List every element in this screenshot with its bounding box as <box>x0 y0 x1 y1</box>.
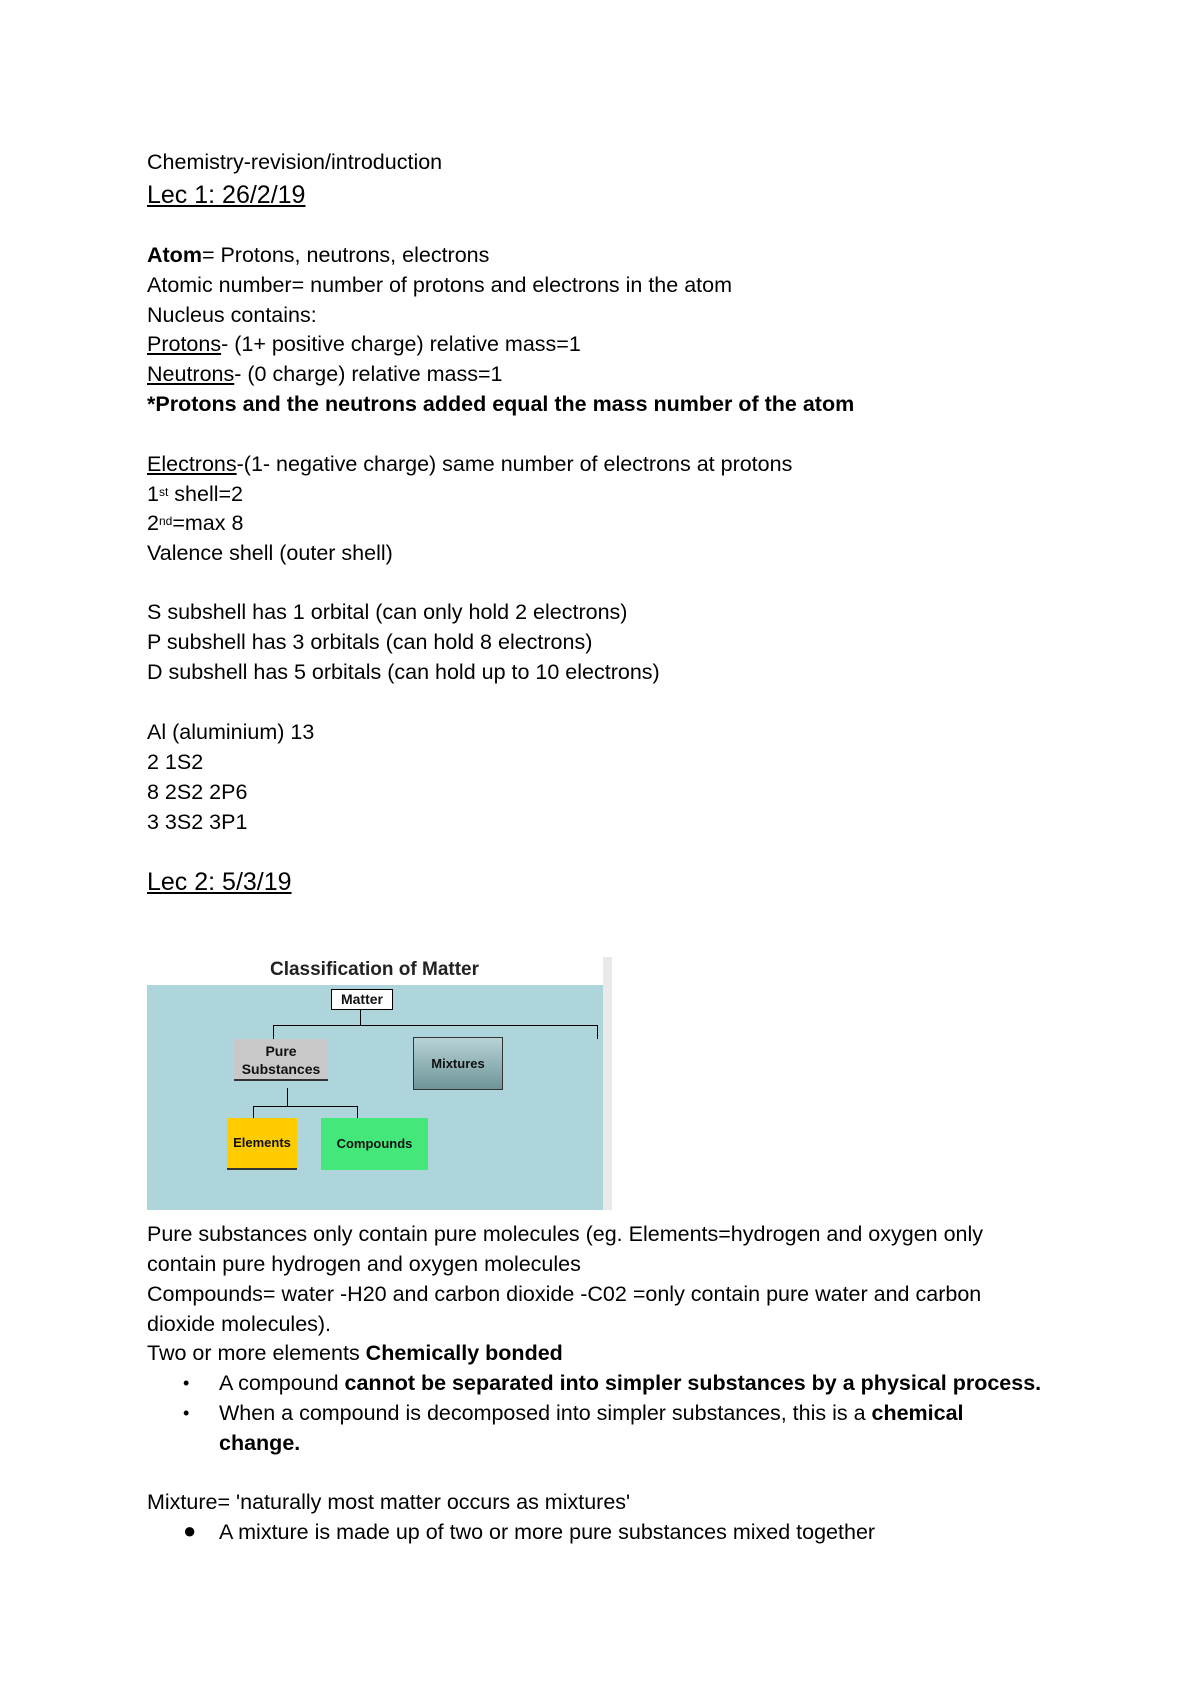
bullet-icon: • <box>183 1403 190 1423</box>
valence-line: Valence shell (outer shell) <box>147 541 393 565</box>
protons-text: - (1+ positive charge) relative mass=1 <box>221 332 581 356</box>
bullet-icon: ● <box>183 1518 197 1543</box>
mass-number-note: *Protons and the neutrons added equal the mass number of the atom <box>147 392 855 416</box>
compound-bullet-2 <box>219 1399 964 1427</box>
elements-node: Elements <box>227 1118 297 1170</box>
diagram-panel <box>147 985 603 1210</box>
second-shell-number: 2 <box>147 511 159 535</box>
mixtures-node: Mixtures <box>413 1037 503 1090</box>
compound-bullet-1 <box>219 1369 1041 1397</box>
bullet-icon: • <box>183 1373 190 1393</box>
s-subshell-line: S subshell has 1 orbital (can only hold 2 electrons) <box>147 600 628 624</box>
diagram-title: Classification of Matter <box>269 959 480 980</box>
config-line-3: 3 3S2 3P1 <box>147 810 248 834</box>
mixture-line: Mixture= 'naturally most matter occurs as mixtures' <box>147 1490 631 1514</box>
neutrons-text: - (0 charge) relative mass=1 <box>234 362 503 386</box>
config-line-2: 8 2S2 2P6 <box>147 780 248 804</box>
compound-bullet-1-bold: cannot be separated into simpler substances by a physical process. <box>344 1371 1042 1395</box>
lecture-2-heading: Lec 2: 5/3/19 <box>147 868 292 896</box>
second-shell-text: =max 8 <box>172 511 244 535</box>
compounds-line-a: Compounds= water -H20 and carbon dioxide -C02 =only contain pure water and carbon <box>147 1282 982 1306</box>
compound-bullet-2-continued: change. <box>219 1431 301 1455</box>
diagram-edge <box>603 957 612 1210</box>
compound-bullet-2-text: When a compound is decomposed into simpler substances, this is a <box>219 1401 872 1425</box>
pure-substances-line-2: Substances <box>241 1061 321 1077</box>
neutrons-label: Neutrons <box>147 362 235 386</box>
atom-line <box>147 241 489 269</box>
first-shell-number: 1 <box>147 482 159 506</box>
connector-line <box>287 1088 288 1106</box>
first-shell-text: shell=2 <box>168 482 244 506</box>
atomic-number-line: Atomic number= number of protons and electrons in the atom <box>147 273 732 297</box>
connector-line <box>273 1025 598 1026</box>
electrons-label: Electrons <box>147 452 237 476</box>
aluminium-line: Al (aluminium) 13 <box>147 720 315 744</box>
p-subshell-line: P subshell has 3 orbitals (can hold 8 electrons) <box>147 630 593 654</box>
document-title: Chemistry-revision/introduction <box>147 150 443 174</box>
protons-label: Protons <box>147 332 222 356</box>
classification-diagram <box>147 957 612 1210</box>
second-shell-sup: nd <box>158 514 173 528</box>
d-subshell-line: D subshell has 5 orbitals (can hold up to 10 electrons) <box>147 660 660 684</box>
compounds-node: Compounds <box>321 1118 428 1170</box>
first-shell-line <box>147 480 243 508</box>
electrons-text: -(1- negative charge) same number of electrons at protons <box>236 452 793 476</box>
second-shell-line <box>147 509 243 537</box>
config-line-1: 2 1S2 <box>147 750 204 774</box>
neutrons-line <box>147 360 503 388</box>
chemically-bonded-text: Two or more elements <box>147 1341 366 1365</box>
connector-line <box>253 1106 358 1107</box>
chemically-bonded-bold: Chemically bonded <box>365 1341 563 1365</box>
atom-text: = Protons, neutrons, electrons <box>201 243 490 267</box>
compound-bullet-2-bold: chemical <box>871 1401 964 1425</box>
nucleus-line: Nucleus contains: <box>147 303 317 327</box>
first-shell-sup: st <box>158 485 169 499</box>
connector-line <box>253 1106 254 1118</box>
pure-substances-line-a: Pure substances only contain pure molecules (eg. Elements=hydrogen and oxygen only <box>147 1222 984 1246</box>
connector-line <box>357 1106 358 1118</box>
compounds-line-b: dioxide molecules). <box>147 1312 332 1336</box>
atom-label: Atom <box>147 243 202 267</box>
connector-line <box>597 1025 598 1039</box>
chemically-bonded-line <box>147 1339 563 1367</box>
matter-node: Matter <box>331 989 393 1010</box>
pure-substances-line-1: Pure <box>265 1043 297 1059</box>
protons-line <box>147 330 581 358</box>
pure-substances-line-b: contain pure hydrogen and oxygen molecules <box>147 1252 581 1276</box>
lecture-1-heading: Lec 1: 26/2/19 <box>147 181 306 209</box>
pure-substances-node <box>234 1039 328 1081</box>
compound-bullet-1-text: A compound <box>219 1371 345 1395</box>
electrons-line <box>147 450 792 478</box>
connector-line <box>273 1025 274 1039</box>
mixture-bullet: A mixture is made up of two or more pure substances mixed together <box>219 1520 876 1544</box>
